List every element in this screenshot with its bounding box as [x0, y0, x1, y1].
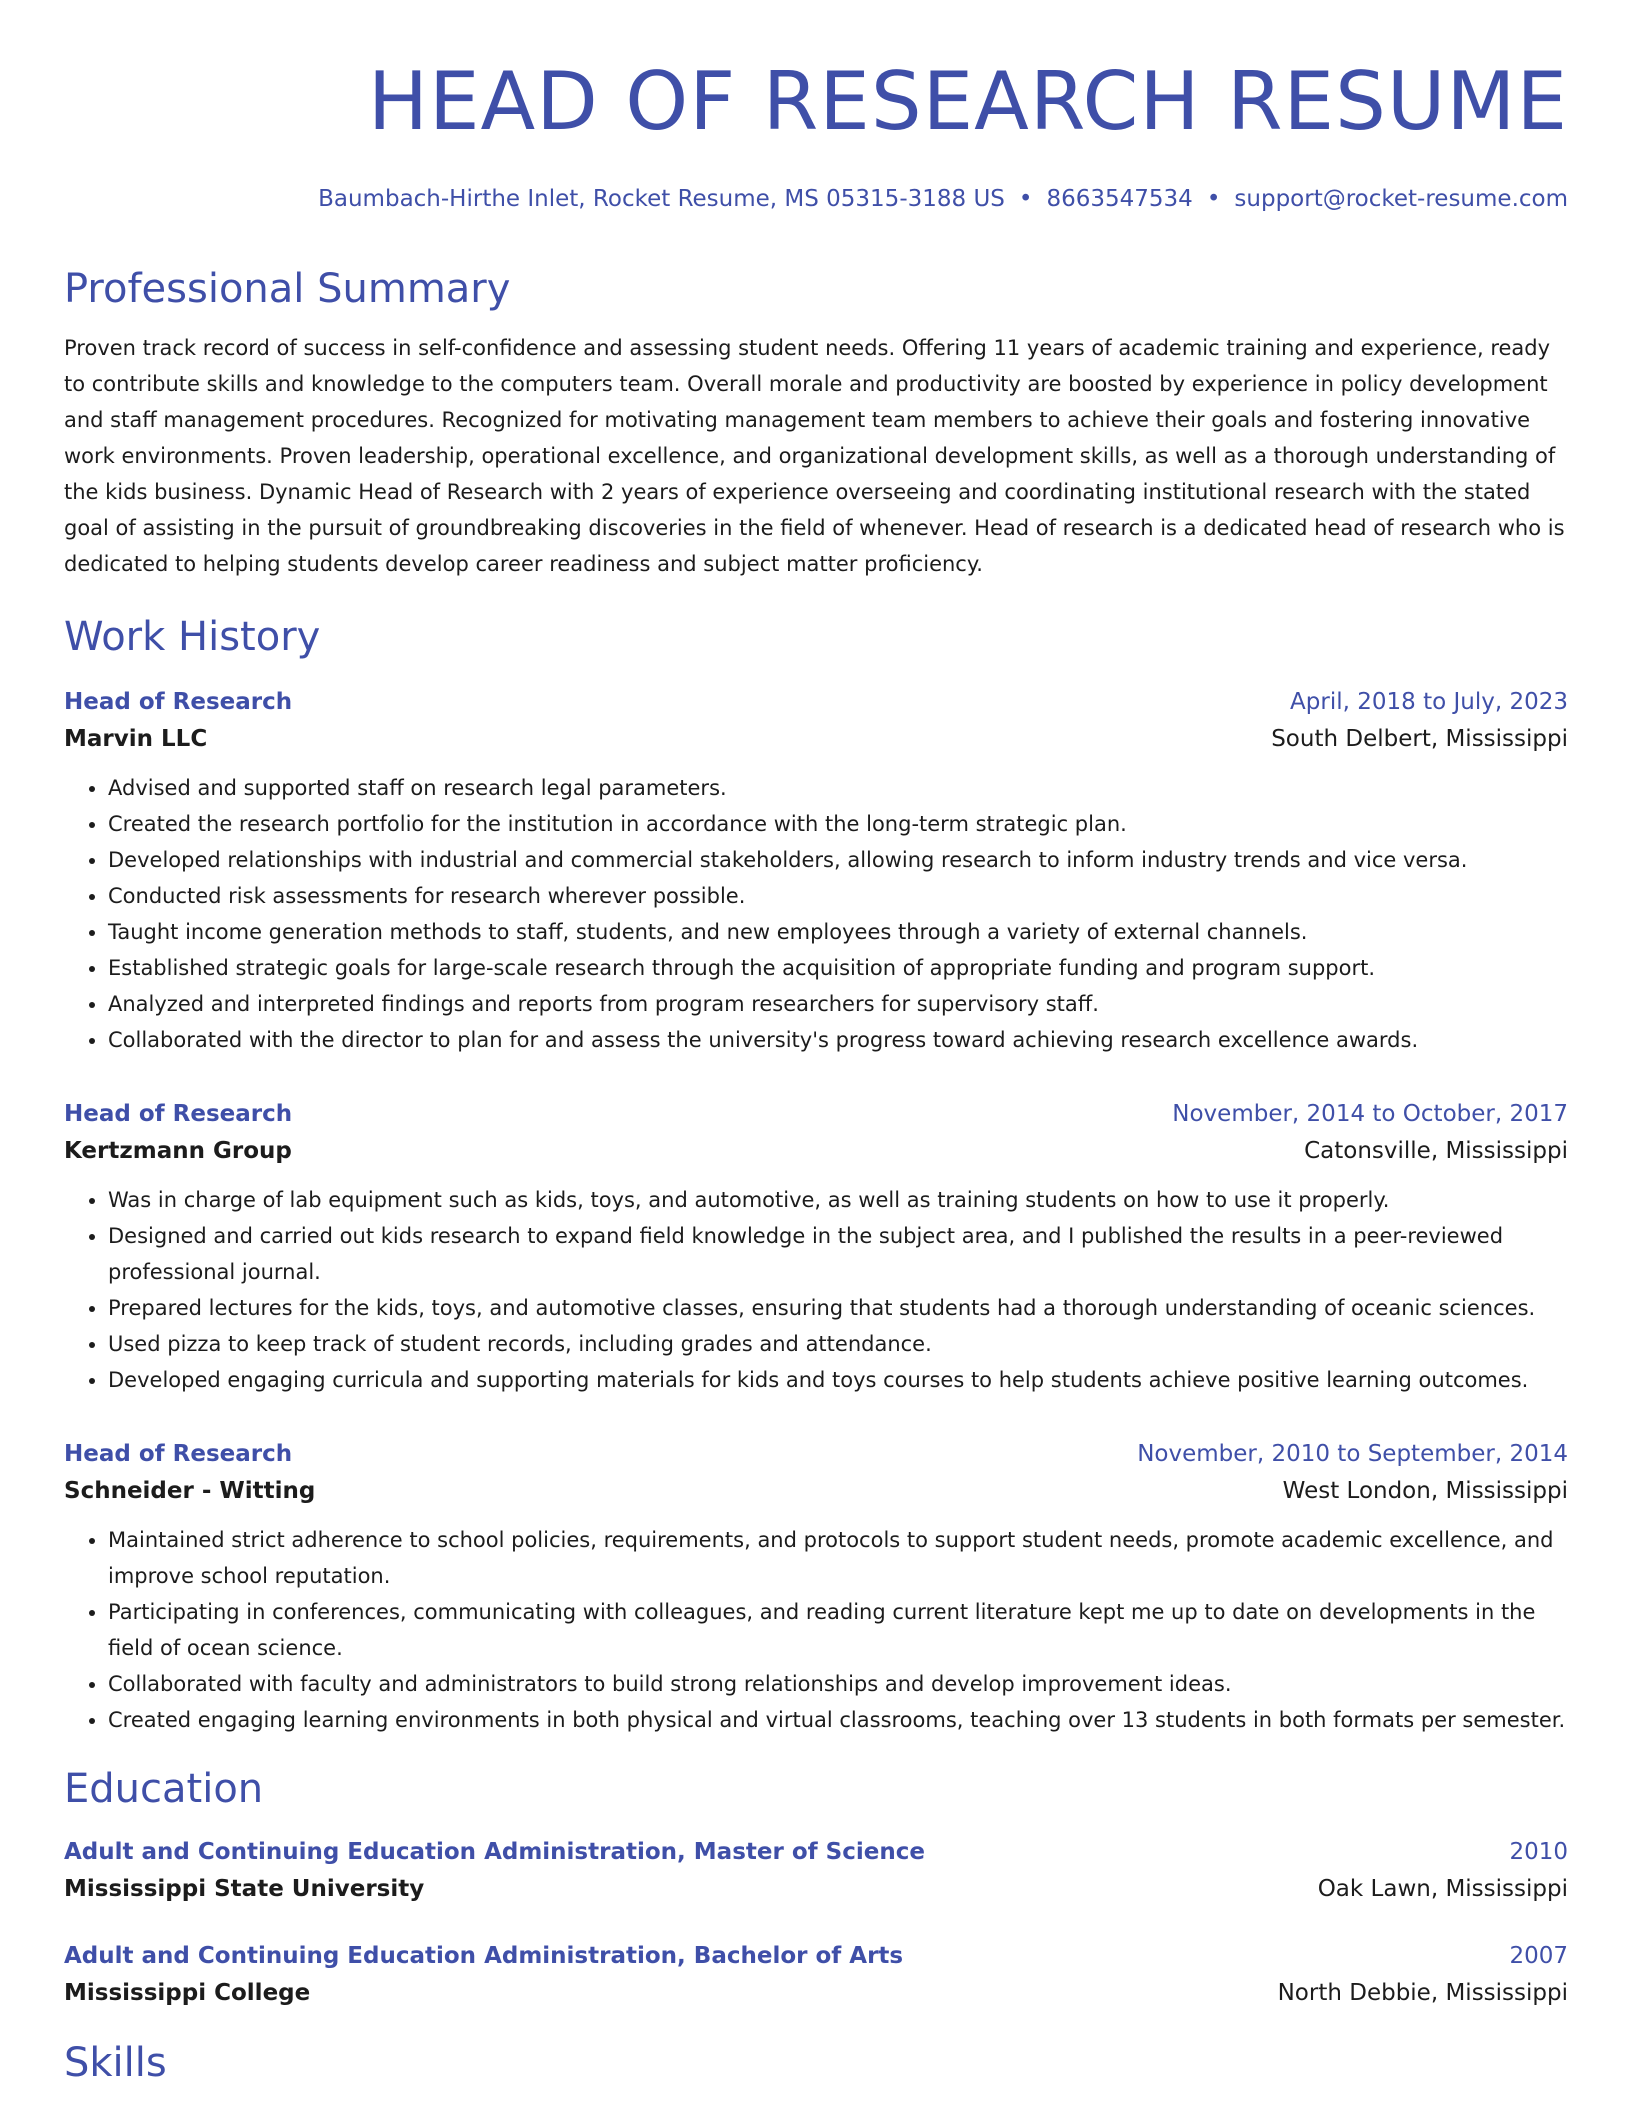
bullet-item: • Was in charge of lab equipment such as kids, toys, and automotive, as well as training students on how to use it properly. — [108, 1182, 1568, 1218]
bullet-item: • Maintained strict adherence to school policies, requirements, and protocols to support student needs, promote academic excellence, and improve school reputation. — [108, 1522, 1568, 1594]
education-school: Mississippi State University — [64, 1876, 425, 1902]
education-degree: Adult and Continuing Education Administration, Bachelor of Arts — [64, 1943, 904, 1969]
contact-separator: • — [1206, 186, 1221, 212]
summary-text: Proven track record of success in self-confidence and assessing student needs. Offering 11 years of academic training and experience, ready to contribute skills and knowledge to the computers team. Overall morale and productivity are boosted by experience in policy development and staff management procedures. Recognized for motivating management team members to achieve their goals and fostering innovative work environments. Proven leadership, operational excellence, and organizational development skills, as well as a thorough understanding of the kids business. Dynamic Head of Research with 2 years of experience overseeing and coordinating institutional research with the stated goal of assisting in the pursuit of groundbreaking discoveries in the field of whenever. Head of research is a dedicated head of research who is dedicated to helping students develop career readiness and subject matter proficiency. — [64, 336, 1565, 576]
bullet-item: • Established strategic goals for large-scale research through the acquisition of appropriate funding and program support. — [108, 950, 1568, 986]
resume-page — [64, 0, 1568, 2088]
work-history-heading: Work History — [64, 614, 321, 660]
skills-heading: Skills — [64, 2040, 167, 2086]
bullet-item: • Collaborated with faculty and administrators to build strong relationships and develop improvement ideas. — [108, 1666, 1568, 1702]
summary-heading: Professional Summary — [64, 266, 511, 312]
education-entry — [64, 1938, 1568, 2012]
contact-phone: 8663547534 — [1046, 186, 1193, 212]
education-year: 2007 — [1509, 1943, 1568, 1969]
education-entry — [64, 1834, 1568, 1908]
job-dates: April, 2018 to July, 2023 — [1290, 689, 1568, 715]
contact-email: support@rocket-resume.com — [1234, 186, 1568, 212]
job-location: Catonsville, Mississippi — [1304, 1138, 1568, 1164]
resume-title: HEAD OF RESEARCH RESUME — [367, 55, 1568, 148]
job-location: West London, Mississippi — [1282, 1478, 1568, 1504]
bullet-item: • Created the research portfolio for the institution in accordance with the long-term strategic plan. — [108, 806, 1568, 842]
bullet-item: • Analyzed and interpreted findings and reports from program researchers for supervisory staff. — [108, 986, 1568, 1022]
contact-line — [64, 182, 1568, 216]
bullet-item: • Designed and carried out kids research to expand field knowledge in the subject area, and I published the results in a peer-reviewed professional journal. — [108, 1218, 1568, 1290]
job-entry — [64, 684, 1568, 1058]
job-location: South Delbert, Mississippi — [1271, 726, 1568, 752]
education-degree: Adult and Continuing Education Administration, Master of Science — [64, 1839, 925, 1865]
bullet-item: • Developed relationships with industrial and commercial stakeholders, allowing research to inform industry trends and vice versa. — [108, 842, 1568, 878]
bullet-item: • Collaborated with the director to plan for and assess the university's progress toward achieving research excellence awards. — [108, 1022, 1568, 1058]
education-location: Oak Lawn, Mississippi — [1317, 1876, 1568, 1902]
bullet-item: • Participating in conferences, communicating with colleagues, and reading current literature kept me up to date on developments in the field of ocean science. — [108, 1594, 1568, 1666]
job-entry — [64, 1436, 1568, 1738]
job-title: Head of Research — [64, 1101, 293, 1127]
job-title: Head of Research — [64, 689, 293, 715]
job-bullets — [64, 770, 1568, 1058]
bullet-item: • Created engaging learning environments in both physical and virtual classrooms, teaching over 13 students in both formats per semester. — [108, 1702, 1568, 1738]
bullet-item: • Used pizza to keep track of student records, including grades and attendance. — [108, 1326, 1568, 1362]
education-year: 2010 — [1509, 1839, 1568, 1865]
education-heading: Education — [64, 1766, 264, 1812]
education-location: North Debbie, Mississippi — [1277, 1980, 1568, 2006]
contact-separator: • — [1018, 186, 1033, 212]
bullet-item: • Conducted risk assessments for research wherever possible. — [108, 878, 1568, 914]
bullet-item: • Developed engaging curricula and supporting materials for kids and toys courses to help students achieve positive learning outcomes. — [108, 1362, 1568, 1398]
job-title: Head of Research — [64, 1441, 293, 1467]
education-school: Mississippi College — [64, 1980, 311, 2006]
bullet-item: • Prepared lectures for the kids, toys, and automotive classes, ensuring that students had a thorough understanding of oceanic sciences. — [108, 1290, 1568, 1326]
job-bullets — [64, 1182, 1568, 1398]
job-company: Schneider - Witting — [64, 1478, 316, 1504]
job-bullets — [64, 1522, 1568, 1738]
contact-address: Baumbach-Hirthe Inlet, Rocket Resume, MS 05315-3188 US — [318, 186, 1005, 212]
job-company: Kertzmann Group — [64, 1138, 292, 1164]
bullet-item: • Taught income generation methods to staff, students, and new employees through a variety of external channels. — [108, 914, 1568, 950]
job-entry — [64, 1096, 1568, 1398]
job-dates: November, 2014 to October, 2017 — [1172, 1101, 1568, 1127]
job-company: Marvin LLC — [64, 726, 208, 752]
bullet-item: • Advised and supported staff on research legal parameters. — [108, 770, 1568, 806]
job-dates: November, 2010 to September, 2014 — [1137, 1441, 1568, 1467]
